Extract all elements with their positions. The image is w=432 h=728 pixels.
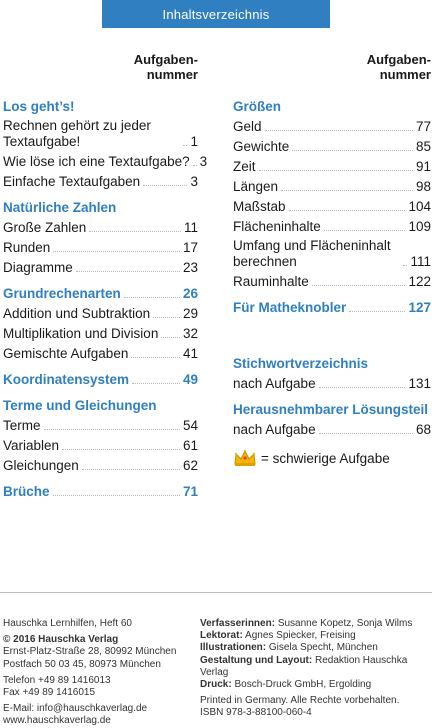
toc-entry [233, 271, 431, 291]
page-number: 41 [182, 345, 198, 361]
imprint-right [200, 618, 430, 720]
page-number: 91 [415, 158, 431, 174]
imprint-line [200, 618, 430, 630]
dot-leader [53, 495, 180, 496]
imprint-value: Agnes Spiecker, Freising [245, 630, 356, 642]
section-title: Für Matheknobler [233, 299, 347, 315]
toc-right-list-appendix [233, 353, 431, 439]
entry-label: Maßstab [233, 198, 286, 214]
imprint-line [200, 679, 430, 691]
imprint-line: Fax +49 89 1416015 [3, 687, 96, 699]
dot-leader [292, 150, 413, 151]
entry-label: Zeit [233, 158, 256, 174]
spacer [233, 317, 431, 353]
dot-leader [62, 449, 180, 450]
column-header-right: Aufgaben- nummer [366, 52, 431, 82]
dot-leader [281, 190, 413, 191]
imprint-value: Bosch-Druck GmbH, Ergolding [234, 679, 372, 691]
page-number: 68 [415, 421, 431, 437]
dot-leader [193, 165, 197, 166]
page-number: 122 [408, 273, 431, 289]
entry-label: Wie löse ich eine Textaufgabe? [3, 153, 190, 169]
dot-leader [131, 357, 180, 358]
entry-label: Gewichte [233, 138, 290, 154]
dot-leader [289, 210, 406, 211]
entry-label: Gleichungen [3, 457, 79, 473]
toc-entry [3, 303, 198, 323]
imprint-label: Gestaltung und Layout: [200, 654, 313, 666]
dot-leader [53, 251, 180, 252]
difficulty-legend [233, 449, 431, 467]
dot-leader [44, 429, 180, 430]
dot-leader [183, 145, 187, 146]
toc-entry [233, 373, 431, 393]
imprint-line: E-Mail: info@hauschkaverlag.de [3, 703, 148, 715]
toc-entry [3, 151, 208, 171]
page-number: 71 [182, 483, 198, 499]
dot-leader [349, 311, 405, 312]
toc-entry [233, 216, 431, 236]
toc-entry [3, 435, 198, 455]
toc-entry [233, 176, 431, 196]
divider [0, 592, 432, 593]
entry-label: Längen [233, 178, 279, 194]
entry-label: Addition und Subtraktion [3, 305, 151, 321]
dot-leader [82, 469, 180, 470]
page-number: 3 [199, 153, 208, 169]
dot-leader [76, 271, 180, 272]
page-number: 32 [182, 325, 198, 341]
entry-label: Terme [3, 417, 41, 433]
entry-label: Multiplikation und Division [3, 325, 159, 341]
imprint-value: Susanne Kopetz, Sonja Wilms [277, 618, 413, 629]
dot-leader [161, 337, 180, 338]
section-title: Größen [233, 98, 282, 114]
dot-leader [259, 170, 413, 171]
toc-section-heading [233, 96, 431, 116]
page-number: 131 [408, 375, 431, 391]
section-title: Koordinatensystem [3, 371, 130, 387]
page-number: 3 [190, 173, 198, 189]
crown-icon [233, 449, 257, 467]
entry-label: Runden [3, 239, 51, 255]
page-number: 85 [415, 138, 431, 154]
page-number: 29 [182, 305, 198, 321]
dot-leader [265, 130, 413, 131]
toc-left-column [3, 52, 208, 501]
imprint-line [200, 655, 430, 679]
entry-label: Rauminhalte [233, 273, 309, 289]
dot-leader [153, 317, 180, 318]
dot-leader [319, 387, 406, 388]
imprint-label: Illustrationen: [200, 642, 267, 654]
entry-label: Variablen [3, 437, 60, 453]
page-number: 127 [408, 299, 431, 315]
toc-section-heading [233, 297, 431, 317]
dot-leader [324, 230, 406, 231]
toc-entry [233, 236, 431, 271]
section-banner: Inhaltsverzeichnis [102, 0, 330, 28]
imprint-label: Druck: [200, 679, 232, 691]
page-number: 11 [183, 219, 198, 235]
section-title: Grundrechenarten [3, 285, 121, 301]
imprint-line: Ernst-Platz-Straße 28, 80992 München [3, 646, 177, 658]
imprint-line [200, 642, 430, 654]
section-title: Herausnehmbarer Lösungsteil [233, 401, 429, 417]
imprint-left [3, 618, 193, 728]
dot-leader [319, 433, 413, 434]
toc-right-list [233, 96, 431, 317]
toc-entry [3, 257, 198, 277]
page-number: 49 [182, 371, 198, 387]
dot-leader [132, 383, 180, 384]
section-title: Natürliche Zahlen [3, 199, 117, 215]
entry-label: Umfang und Flächeninhalt berechnen [233, 237, 391, 269]
dot-leader [312, 285, 406, 286]
page-number: 23 [182, 259, 198, 275]
page-number: 26 [182, 285, 198, 301]
section-title: Stichwortverzeichnis [233, 355, 369, 371]
toc-entry [3, 237, 198, 257]
imprint-label: Lektorat: [200, 630, 243, 642]
page-number: 61 [182, 437, 198, 453]
imprint-line [200, 707, 430, 719]
section-title: Brüche [3, 483, 50, 499]
toc-section-heading [3, 283, 198, 303]
section-title: Terme und Gleichungen [3, 397, 157, 413]
page-number: 109 [408, 218, 431, 234]
entry-label: Gemischte Aufgaben [3, 345, 129, 361]
page-number: 111 [410, 253, 431, 269]
imprint-value: ISBN 978-3-88100-060-4 [200, 707, 312, 719]
toc-entry [3, 455, 198, 475]
toc-entry [233, 116, 431, 136]
toc-section-heading [233, 353, 431, 373]
toc-entry [3, 343, 198, 363]
entry-label: Flächeninhalte [233, 218, 321, 234]
imprint-line: Postfach 50 03 45, 80973 München [3, 658, 161, 670]
entry-label: Einfache Textaufgaben [3, 173, 141, 189]
page-number: 104 [408, 198, 431, 214]
page-number: 17 [182, 239, 198, 255]
toc-left-list [3, 96, 208, 501]
imprint-value: Gisela Specht, München [268, 642, 378, 654]
toc-entry [233, 156, 431, 176]
toc-entry [233, 196, 431, 216]
toc-section-heading [3, 369, 198, 389]
imprint-label: Verfasserinnen: [200, 618, 276, 629]
toc-entry [3, 217, 198, 237]
toc-right-column [233, 52, 431, 467]
column-header-left: Aufgaben- nummer [133, 52, 198, 82]
toc-section-heading [3, 481, 198, 501]
entry-label: Geld [233, 118, 262, 134]
toc-section-heading [3, 395, 198, 415]
toc-entry [3, 171, 198, 191]
page-number: 98 [415, 178, 431, 194]
imprint-value: Printed in Germany. Alle Rechte vorbehalten. [200, 695, 400, 707]
entry-label: Große Zahlen [3, 219, 87, 235]
toc-section-heading [3, 197, 198, 217]
toc-entry [3, 323, 198, 343]
dot-leader [143, 185, 187, 186]
toc-section-heading [3, 96, 198, 116]
toc-entry [233, 136, 431, 156]
imprint-line [200, 695, 430, 707]
page-number: 1 [190, 133, 198, 149]
toc-entry [3, 415, 198, 435]
page-number: 62 [182, 457, 198, 473]
dot-leader [89, 231, 181, 232]
imprint-value: Redaktion Hauschka Verlag [200, 654, 408, 678]
imprint-line: © 2016 Hauschka Verlag [3, 634, 119, 646]
entry-label: Diagramme [3, 259, 73, 275]
dot-leader [403, 265, 407, 266]
page-number: 54 [182, 417, 198, 433]
legend-text: = schwierige Aufgabe [261, 450, 390, 466]
toc-section-heading [233, 399, 431, 419]
toc-entry [3, 116, 198, 151]
page-number: 77 [415, 118, 431, 134]
dot-leader [124, 297, 180, 298]
imprint-line: Hauschka Lernhilfen, Heft 60 [3, 618, 132, 629]
entry-label: nach Aufgabe [233, 375, 316, 391]
entry-label: Rechnen gehört zu jeder Textaufgabe! [3, 117, 151, 149]
imprint-line: www.hauschkaverlag.de [3, 715, 111, 727]
section-title: Los geht’s! [3, 98, 75, 114]
imprint-line [200, 630, 430, 642]
toc-entry [233, 419, 431, 439]
entry-label: nach Aufgabe [233, 421, 316, 437]
imprint-line: Telefon +49 89 1416013 [3, 674, 111, 686]
